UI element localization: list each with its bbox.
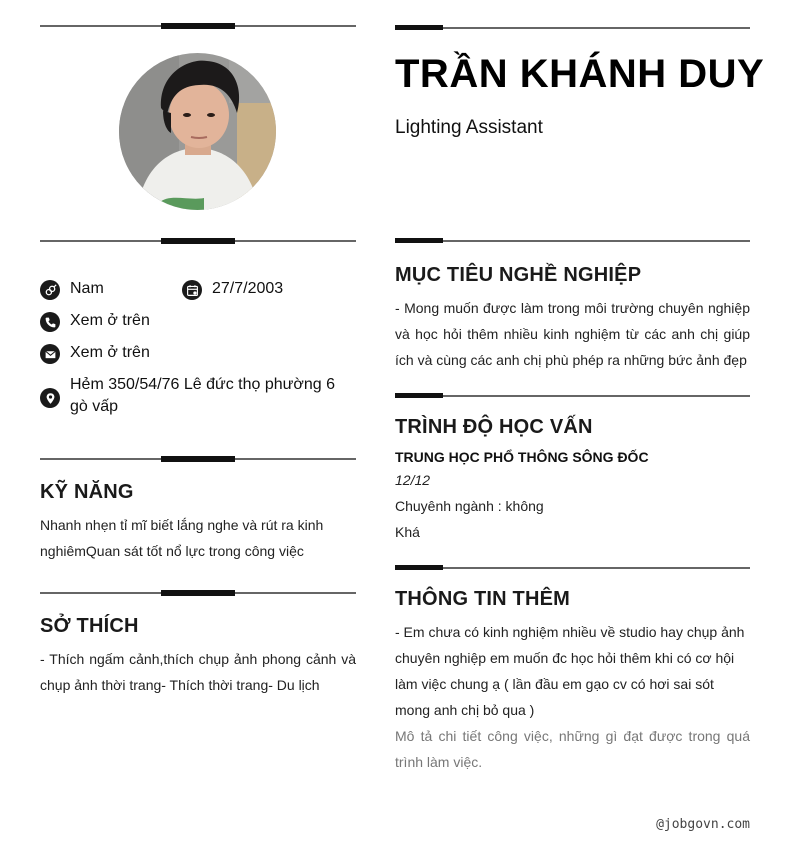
- divider-education: [395, 395, 750, 397]
- additional-text: - Em chưa có kinh nghiệm nhiều về studio hay chụp ảnh chuyên nghiệp em muốn đc học hỏi thêm khi có cơ hội làm việc chung ạ ( lần đầu em gạo cv có hơi sai sót mong anh chị bỏ qua ): [395, 624, 745, 718]
- candidate-name: TRẦN KHÁNH DUY: [395, 52, 765, 96]
- address-value: Hẻm 350/54/76 Lê đức thọ phường 6 gò vấp: [70, 376, 335, 415]
- email-icon: [40, 344, 60, 364]
- education-time: 12/12: [395, 472, 431, 488]
- additional-placeholder: Mô tả chi tiết công việc, những gì đạt được trong quá trình làm việc.: [395, 728, 750, 770]
- divider-top-left: [40, 25, 356, 27]
- additional-title: THÔNG TIN THÊM: [395, 588, 571, 610]
- divider-top-right: [395, 27, 750, 29]
- hobbies-text: - Thích ngấm cảnh,thích chụp ảnh phong cảnh và chụp ảnh thời trang- Thích thời trang- Du lịch: [40, 651, 356, 693]
- objective-text: - Mong muốn được làm trong môi trường chuyên nghiệp và học hỏi thêm nhiều kinh nghiệm từ các anh chị giúp ích và cùng các anh chị phù phép ra những bức ảnh đẹp: [395, 300, 750, 368]
- job-title: Lighting Assistant: [395, 117, 543, 138]
- calendar-icon: [182, 280, 202, 300]
- avatar-photo: [119, 53, 276, 210]
- watermark: @jobgovn.com: [656, 817, 750, 832]
- objective-title: MỤC TIÊU NGHỀ NGHIỆP: [395, 264, 642, 286]
- divider-info-left: [40, 240, 356, 242]
- skills-title: KỸ NĂNG: [40, 481, 134, 503]
- divider-objective: [395, 240, 750, 242]
- education-title: TRÌNH ĐỘ HỌC VẤN: [395, 416, 593, 438]
- gender-icon: [40, 280, 60, 300]
- location-pin-icon: [40, 388, 60, 408]
- education-school: TRUNG HỌC PHỔ THÔNG SÔNG ĐỐC: [395, 449, 649, 465]
- phone-icon: [40, 312, 60, 332]
- avatar: [119, 53, 276, 210]
- divider-hobbies: [40, 592, 356, 594]
- divider-skills: [40, 458, 356, 460]
- education-major: Chuyênh ngành : không: [395, 498, 544, 514]
- gender-value: Nam: [70, 280, 104, 297]
- education-grade: Khá: [395, 524, 420, 540]
- birthday-value: 27/7/2003: [212, 280, 284, 297]
- hobbies-title: SỞ THÍCH: [40, 615, 139, 637]
- email-value: Xem ở trên: [70, 344, 150, 361]
- skills-text: Nhanh nhẹn tỉ mĩ biết lắng nghe và rút ra kinh nghiêmQuan sát tốt nổ lực trong công việc: [40, 517, 324, 559]
- divider-additional: [395, 567, 750, 569]
- phone-value: Xem ở trên: [70, 312, 150, 329]
